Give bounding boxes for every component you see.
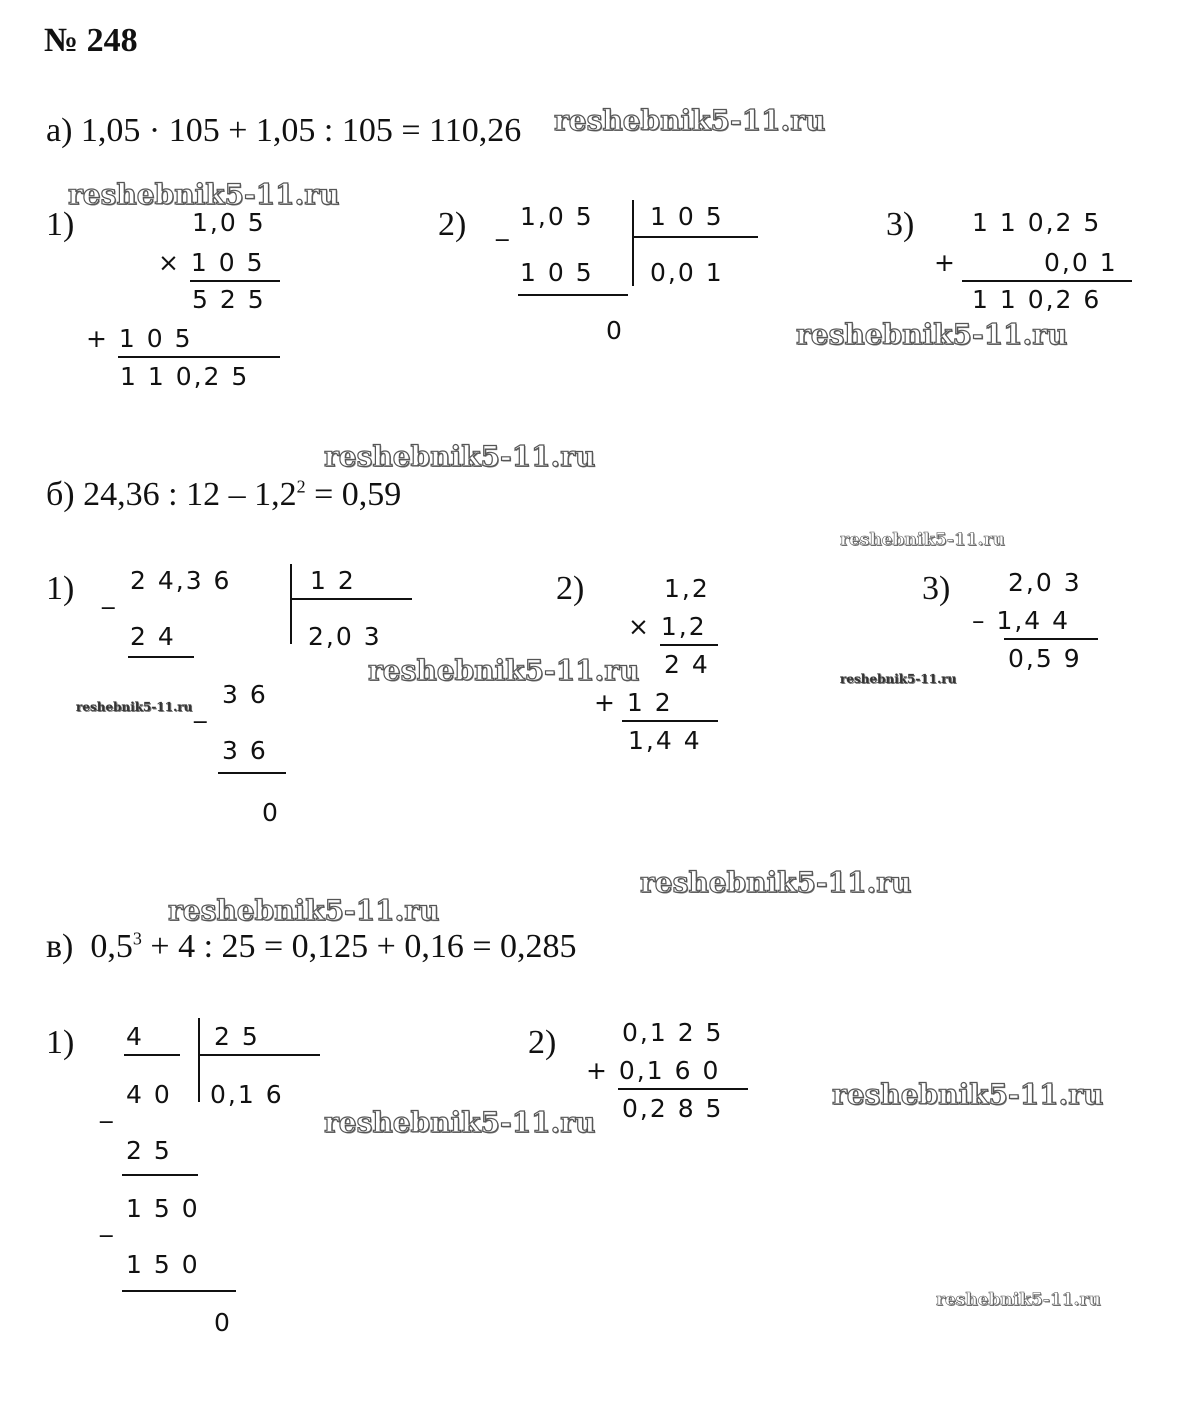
part-a-step1-row4: + 1 0 5 [86,324,193,353]
part-v-step1-sub2: 1 5 0 [126,1250,200,1279]
part-a-step3-line [962,280,1132,282]
part-b-step2-row2: × 1,2 [628,612,707,641]
part-b-step2-row3: 2 4 [664,650,710,679]
part-a-step1-result: 1 1 0,2 5 [120,362,250,391]
part-v-step1-minus: _ [100,1094,115,1123]
part-v-step1-minus2: _ [100,1208,115,1237]
part-b-eq-post: = 0,59 [305,476,402,513]
part-v-step1-sub1: 2 5 [126,1136,172,1165]
part-b-step3-row1: 2,0 3 [1008,568,1082,597]
part-a-step1-line1 [190,280,280,282]
watermark-10: reshebnik5-11.ru [168,894,440,927]
part-a-equation: а) 1,05 · 105 + 1,05 : 105 = 110,26 [46,112,522,149]
part-b-eq-pre: б) 24,36 : 12 – 1,2 [46,476,297,513]
watermark-11: reshebnik5-11.ru [832,1078,1104,1111]
part-v-step1-quotient: 0,1 6 [210,1080,284,1109]
part-b-eq-sup: 2 [296,476,306,497]
part-b-step1-sub1: 2 4 [130,622,176,651]
part-b-step2-line1 [660,644,718,646]
watermark-7: reshebnik5-11.ru [76,700,193,714]
part-a-step2-divisor: 1 0 5 [650,202,724,231]
part-v-step1-line0 [124,1054,180,1056]
part-b-step1-remainder: 0 [262,798,280,827]
part-a-step2-divisor-line [634,236,758,238]
part-a-step2-remainder: 0 [606,316,624,345]
part-b-step1-quotient: 2,0 3 [308,622,382,651]
part-a-step2-label: 2) [438,206,467,243]
part-v-step1-label: 1) [46,1024,75,1061]
part-a-step2-minus: _ [496,212,511,241]
part-v-step1-divisor-line [200,1054,320,1056]
part-b-step1-dividend: 2 4,3 6 [130,566,232,595]
part-b-step1-row2: 3 6 [222,680,268,709]
part-a-step3-result: 1 1 0,2 6 [972,285,1102,314]
part-b-step1-label: 1) [46,570,75,607]
part-v-step1-remainder: 0 [214,1308,232,1337]
part-a-step2-line [518,294,628,296]
problem-title: № 248 [44,22,138,59]
watermark-1: reshebnik5-11.ru [554,104,826,137]
part-v-eq-post: + 4 : 25 = 0,125 + 0,16 = 0,285 [141,928,577,965]
part-a-step1-label: 1) [46,206,75,243]
part-v-step1-row3: 1 5 0 [126,1194,200,1223]
part-a-step3-row2: 0,0 1 [1044,248,1118,277]
part-b-step1-division-bar [290,564,292,644]
part-b-step2-line2 [622,720,718,722]
part-b-step2-result: 1,4 4 [628,726,702,755]
watermark-4: reshebnik5-11.ru [324,440,596,473]
part-v-step1-line2 [122,1290,236,1292]
part-b-step2-row4: + 1 2 [594,688,673,717]
watermark-12: reshebnik5-11.ru [324,1106,596,1139]
part-v-step1-dividend: 4 [126,1022,144,1051]
part-a-step1-row2: × 1 0 5 [158,248,265,277]
part-b-step3-label: 3) [922,570,951,607]
watermark-5: reshebnik5-11.ru [840,530,1005,550]
part-a-step3-row1: 1 1 0,2 5 [972,208,1102,237]
part-a-step3-plus: + [934,248,957,277]
part-v-step1-row2: 4 0 [126,1080,172,1109]
part-v-step2-result: 0,2 8 5 [622,1094,724,1123]
part-v-equation [46,928,577,966]
watermark-3: reshebnik5-11.ru [796,318,1068,351]
part-b-step2-label: 2) [556,570,585,607]
part-a-step2-division-bar [632,200,634,286]
watermark-8: reshebnik5-11.ru [840,672,957,686]
part-b-step1-divisor-line [292,598,412,600]
part-a-step1-row1: 1,0 5 [192,208,266,237]
part-b-step3-result: 0,5 9 [1008,644,1082,673]
part-b-step3-row2: – 1,4 4 [972,606,1071,635]
part-v-step2-label: 2) [528,1024,557,1061]
part-v-step2-row1: 0,1 2 5 [622,1018,724,1047]
part-b-step2-row1: 1,2 [664,574,710,603]
watermark-2: reshebnik5-11.ru [68,178,340,211]
watermark-6: reshebnik5-11.ru [368,654,640,687]
part-a-step2-sub: 1 0 5 [520,258,594,287]
part-a-step2-dividend: 1,0 5 [520,202,594,231]
part-v-eq-sup: 3 [132,928,142,949]
part-b-step1-minus: _ [102,580,117,609]
part-a-step1-line2 [118,356,280,358]
part-a-step1-row3: 5 2 5 [192,285,266,314]
part-v-label: в) [46,928,74,965]
part-a-step3-label: 3) [886,206,915,243]
part-b-step1-divisor: 1 2 [310,566,356,595]
part-b-step1-minus2: _ [194,694,209,723]
part-v-step2-row2: + 0,1 6 0 [586,1056,721,1085]
watermark-9: reshebnik5-11.ru [640,866,912,899]
part-b-equation [46,476,401,514]
part-v-step1-divisor: 2 5 [214,1022,260,1051]
part-a-step2-quotient: 0,0 1 [650,258,724,287]
part-b-step1-sub2: 3 6 [222,736,268,765]
part-b-step1-line2 [218,772,286,774]
watermark-13: reshebnik5-11.ru [936,1290,1101,1310]
part-v-eq-pre: 0,5 [90,928,133,965]
part-b-step3-line [1004,638,1098,640]
part-v-step2-line [618,1088,748,1090]
part-v-step1-division-bar [198,1018,200,1102]
part-b-step1-line1 [128,656,194,658]
part-v-step1-line1 [122,1174,198,1176]
